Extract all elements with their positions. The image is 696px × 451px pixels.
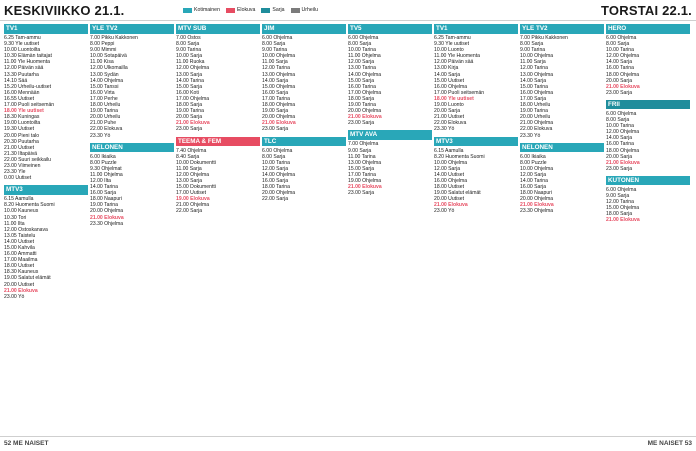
- program-listing: 23.30 Yö: [520, 132, 541, 139]
- program-listing: 17.00 Tarina: [348, 171, 376, 178]
- program-listing: 17.00 Tarina: [262, 95, 290, 102]
- program-listing: 10.00 Ohjelma: [262, 53, 296, 60]
- program-listing: 20.00 Sarja: [606, 153, 633, 160]
- channel-block: [90, 24, 174, 139]
- channel-header: TV1: [434, 24, 518, 34]
- program-listing: 17.00 Uutiset: [176, 190, 207, 197]
- program-listing: 21.00 Elokuva: [348, 114, 382, 121]
- program-listing: 13.00 Sarja: [176, 177, 203, 184]
- channel-header: NELONEN: [90, 143, 174, 153]
- program-listing: 22.00 Elokuva: [520, 126, 553, 133]
- program-listing: 11.00 Sarja: [262, 59, 288, 66]
- program-listing: 8.00 Puzzle: [90, 159, 117, 166]
- program-listing: 18.00 Naapuri: [520, 190, 553, 197]
- program-listing: 6.15 Aamulla: [4, 196, 34, 203]
- program-listing: 17.00 Sarja: [520, 95, 547, 102]
- program-listing: 16.00 Tarina: [606, 141, 634, 148]
- program-listing: 9.00 Tarina: [262, 47, 288, 54]
- program-listing: 19.00 Tarina: [90, 108, 118, 115]
- channel-header: MTV AVA: [348, 130, 432, 140]
- program-listing: 19.30 Uutiset: [4, 126, 35, 133]
- program-listing: 8.00 Sarja: [520, 41, 544, 48]
- program-listing: 10.00 Sarja: [176, 53, 203, 60]
- legend-label: Kotimainen: [194, 7, 220, 13]
- program-listing: 23.00 Yö: [4, 293, 25, 300]
- program-listing: 13.00 Ohjelma: [348, 159, 382, 166]
- channel-header: TEEMA & FEM: [176, 137, 260, 147]
- legend-item: [183, 7, 220, 13]
- program-listing: 13.00 Sydän: [90, 71, 119, 78]
- program-listing: 16.00 Sarja: [520, 184, 547, 191]
- program-listing: 16.00 Ammatti: [4, 251, 37, 258]
- program-listing: 18.00 Sarja: [176, 102, 203, 109]
- program-listing: 18.00 Sarja: [606, 211, 633, 218]
- program-listing: 18.00 Ohjelma: [606, 71, 640, 78]
- channel-block: [262, 24, 346, 133]
- program-listing: 12.00 Sarja: [262, 165, 289, 172]
- program-listing: 12.00 Ostoskanava: [4, 226, 48, 233]
- program-listing: 14.10 Sää: [4, 77, 28, 84]
- program-listing: 9.00 Tarina: [176, 47, 202, 54]
- program-listing: 10.00 Tarina: [348, 47, 376, 54]
- program-listing: 11.00 Sarja: [176, 165, 202, 172]
- program-listing: 8.40 Sarja: [176, 153, 200, 160]
- legend-swatch: [226, 8, 235, 13]
- program-listing: 19.00 Tarina: [348, 102, 376, 109]
- program-listing: 14.00 Sarja: [520, 77, 547, 84]
- program-listing: 11.00 Tarina: [348, 153, 376, 160]
- program-listing: 11.00 Yle Huomenta: [4, 59, 50, 66]
- program-listing: 13.30 Puutarha: [4, 71, 39, 78]
- program-listing: 21.00 Uutiset: [4, 144, 35, 151]
- program-listing: 19.00 Salatut elämät: [4, 275, 51, 282]
- program-listing: 10.30 Tori: [4, 214, 27, 221]
- program-listing: 6.15 Aamulla: [434, 147, 464, 154]
- channel-block: [348, 130, 432, 196]
- channel-block: [90, 143, 174, 227]
- program-listing: 9.00 Mimmi: [90, 47, 117, 54]
- listing-column: [262, 24, 346, 428]
- program-listing: 18.00 Tarina: [262, 184, 290, 191]
- program-listing: 7.00 Ohjelma: [348, 141, 379, 148]
- day-title-right: TORSTAI 22.1.: [601, 3, 692, 18]
- channel-block: [606, 176, 690, 224]
- program-listing: 8.00 Sarja: [176, 41, 200, 48]
- program-listing: 8.00 Puzzle: [520, 159, 547, 166]
- program-listing: 20.00 Sarja: [176, 114, 203, 121]
- legend-label: Urheilu: [301, 7, 318, 13]
- program-listing: 11.00 Ohjelma: [348, 53, 381, 60]
- listing-column: [348, 24, 432, 428]
- program-listing: 16.00 Sarja: [90, 190, 117, 197]
- program-listing: 13.05 Taistelu: [4, 232, 36, 239]
- program-listing: 15.20 Urheilu-uutiset: [4, 83, 52, 90]
- program-listing: 10.00 Tarina: [606, 47, 634, 54]
- legend-swatch: [183, 8, 192, 13]
- program-listing: 19.00 Luontoilta: [4, 120, 41, 127]
- program-listing: 12.00 Ohjelma: [176, 171, 210, 178]
- listing-column: [434, 24, 518, 428]
- program-listing: 14.00 Tarina: [176, 77, 204, 84]
- channel-header: TV5: [348, 24, 432, 34]
- channel-block: [520, 143, 604, 215]
- program-listing: 8.20 Huomenta Suomi: [434, 153, 485, 160]
- program-listing: 18.30 Kauneus: [4, 269, 39, 276]
- program-listing: 6.00 Ohjelma: [348, 35, 379, 41]
- program-listing: 15.00 Ohjelma: [262, 83, 296, 90]
- program-listing: 18.00 Yle uutiset: [434, 95, 474, 102]
- program-listing: 16.00 Virta: [90, 89, 115, 96]
- program-listing: 10.00 Dokumentti: [176, 159, 216, 166]
- program-listing: 21.00 Elokuva: [348, 184, 382, 191]
- program-listing: 19.00 Salatut elämät: [434, 190, 481, 197]
- listing-column: [4, 24, 88, 428]
- program-listing: 19.00 Tarina: [176, 108, 204, 115]
- program-listing: 21.00 Elokuva: [606, 217, 640, 224]
- program-listing: 13.00 Tarina: [348, 65, 376, 72]
- program-listing: 13.00 Sarja: [176, 71, 203, 78]
- program-listing: 20.00 Pieni talo: [4, 132, 40, 139]
- program-listing: 8.00 Sarja: [348, 41, 372, 48]
- program-listing: 12.00 Ulkomailla: [90, 65, 128, 72]
- channel-header: YLE TV2: [90, 24, 174, 34]
- program-listing: 17.00 Ohjelma: [348, 89, 382, 96]
- program-listing: 21.00 Elokuva: [262, 120, 296, 127]
- channel-block: [606, 100, 690, 172]
- program-listing: 20.00 Sarja: [434, 108, 461, 115]
- channel-header: MTV3: [434, 137, 518, 147]
- program-listing: 23.00 Yö: [434, 208, 455, 215]
- program-listing: 21.00 Elokuva: [606, 159, 640, 166]
- program-listing: 19.00 Elokuva: [176, 196, 210, 203]
- program-listing: 14.00 Ohjelma: [262, 171, 296, 178]
- listing-column: [606, 24, 690, 428]
- program-listing: 6.25 Tam-ammu: [4, 35, 41, 41]
- program-listing: 16.00 Ohjelma: [520, 89, 554, 96]
- channel-block: [434, 137, 518, 215]
- program-listing: 20.00 Uutiset: [4, 281, 35, 288]
- program-listing: 12.00 Ohjelma: [606, 129, 640, 136]
- program-listing: 22.00 Elokuva: [434, 120, 467, 127]
- program-listing: 19.00 Tarina: [90, 202, 118, 209]
- program-listing: 23.00 Sarja: [606, 89, 633, 96]
- listing-column: [520, 24, 604, 428]
- program-listing: 9.00 Tarina: [520, 47, 546, 54]
- legend-label: Sarja: [272, 7, 285, 13]
- channel-header: MTV SUB: [176, 24, 260, 34]
- program-listing: 18.00 Uutiset: [434, 184, 465, 191]
- program-listing: 6.00 Ohjelma: [262, 35, 293, 41]
- program-listing: 20.00 Urheilu: [520, 114, 551, 121]
- program-listing: 10.30 Elämän taitajat: [4, 53, 52, 60]
- program-listing: 15.00 Sarja: [348, 165, 375, 172]
- program-listing: 14.00 Tarina: [520, 177, 548, 184]
- program-listing: 20.00 Ohjelma: [348, 108, 382, 115]
- channel-header: YLE TV2: [520, 24, 604, 34]
- program-listing: 14.00 Uutiset: [4, 238, 35, 245]
- legend-swatch: [291, 8, 300, 13]
- channel-header: FRII: [606, 100, 690, 110]
- program-listing: 15.00 Sarja: [176, 83, 203, 90]
- program-listing: 15.00 Dokumentti: [176, 184, 216, 191]
- program-listing: 23.00 Sarja: [176, 126, 203, 133]
- program-listing: 6.00 Ohjelma: [262, 147, 293, 154]
- program-listing: 14.00 Sarja: [606, 135, 633, 142]
- program-listing: 12.00 Päivän sää: [4, 65, 44, 72]
- channel-header: NELONEN: [520, 143, 604, 153]
- program-listing: 18.00 Urheilu: [90, 102, 121, 109]
- program-listing: 12.00 Sarja: [348, 59, 375, 66]
- program-listing: 10.00 Tarina: [606, 123, 634, 130]
- program-listing: 12.00 Ohjelma: [176, 65, 210, 72]
- program-listing: 20.00 Ohjelma: [520, 196, 554, 203]
- legend-label: Elokuva: [236, 7, 256, 13]
- program-listing: 12.00 Sarja: [520, 171, 547, 178]
- program-listing: 15.00 Tarina: [520, 83, 548, 90]
- page-number-left: 52 ME NAISET: [4, 440, 49, 447]
- program-listing: 17.00 Puoli seitsemän: [434, 89, 485, 96]
- program-listing: 15.00 Kahvila: [4, 245, 35, 251]
- program-listing: 18.00 Naapuri: [90, 196, 123, 203]
- program-listing: 21.00 Uutiset: [434, 114, 465, 121]
- program-listing: 19.00 Luonto: [434, 102, 464, 109]
- program-listing: 18.00 Ohjelma: [606, 147, 640, 154]
- program-listing: 9.30 Yle uutiset: [4, 41, 40, 48]
- program-listing: 22.00 Elokuva: [90, 126, 123, 133]
- program-listing: 21.00 Elokuva: [176, 120, 210, 127]
- program-listing: 11.00 Yle Huomenta: [434, 53, 480, 60]
- program-listing: 17.00 Perhe: [90, 95, 118, 102]
- program-listing: 8.00 Sarja: [262, 41, 286, 48]
- program-listing: 14.00 Tarina: [90, 184, 118, 191]
- program-listing: 6.00 Ohjelma: [606, 186, 637, 193]
- program-listing: 23.30 Yle: [4, 169, 26, 176]
- program-listing: 16.00 Ohjelma: [434, 83, 468, 90]
- program-listing: 18.00 Yle uutiset: [4, 108, 44, 115]
- program-listing: 21.00 Puhe: [90, 120, 117, 127]
- program-listing: 21.00 Elokuva: [434, 202, 468, 209]
- program-listing: 14.00 Ohjelma: [90, 77, 124, 84]
- program-listing: 23.00 Sarja: [348, 120, 375, 127]
- program-listing: 12.00 Tarina: [606, 199, 634, 206]
- program-listing: 15.00 Tanssi: [90, 83, 119, 90]
- program-listing: 16.00 Tarina: [606, 65, 634, 72]
- program-listing: 13.00 Kirja: [434, 65, 459, 72]
- program-listing: 6.00 Ohjelma: [606, 35, 637, 41]
- channel-block: [4, 185, 88, 300]
- program-listing: 20.30 Puutarha: [4, 138, 39, 145]
- program-listing: 23.30 Ohjelma: [520, 208, 554, 215]
- channel-header: MTV3: [4, 185, 88, 195]
- program-listing: 23.30 Yö: [434, 126, 455, 133]
- program-listing: 18.00 Sarja: [348, 95, 375, 102]
- channel-block: [262, 137, 346, 203]
- program-listing: 10.00 Ohjelma: [434, 159, 468, 166]
- program-listing: 9.30 Ohjelmat: [90, 165, 122, 172]
- program-listing: 16.00 Mennään: [4, 89, 40, 96]
- program-listing: 21.00 Elokuva: [90, 214, 124, 221]
- channel-block: [176, 137, 260, 215]
- program-listing: 7.00 Ostos: [176, 35, 201, 41]
- program-listing: 15.00 Sarja: [348, 77, 375, 84]
- channel-header: JIM: [262, 24, 346, 34]
- day-title-left: KESKIVIIKKO 21.1.: [4, 3, 125, 18]
- legend-item: [226, 7, 255, 13]
- program-listing: 11.00 Sarja: [520, 59, 546, 66]
- program-listing: 17.00 Maailma: [4, 257, 38, 264]
- program-listing: 6.00 Ikiaika: [520, 153, 546, 160]
- program-listing: 21.00 Elokuva: [606, 83, 640, 90]
- program-listing: 12.00 Tarina: [262, 65, 290, 72]
- program-listing: 12.00 Ohjelma: [606, 53, 640, 60]
- program-listing: 23.30 Yö: [90, 132, 111, 139]
- program-listing: 21.00 Elokuva: [520, 202, 554, 209]
- program-listing: 20.00 Sarja: [606, 77, 633, 84]
- program-listing: 15.00 Uutiset: [434, 77, 465, 84]
- legend-swatch: [261, 8, 270, 13]
- program-listing: 20.00 Uutiset: [434, 196, 465, 203]
- listing-column: [176, 24, 260, 428]
- program-listing: 6.25 Tam-ammu: [434, 35, 471, 41]
- program-listing: 23.00 Sarja: [262, 126, 289, 133]
- program-listing: 10.00 Sotapäivä: [90, 53, 127, 60]
- program-listing: 20.00 Ohjelma: [90, 208, 124, 215]
- program-listing: 21.00 Ohjelma: [520, 120, 554, 127]
- program-listing: 20.00 Ohjelma: [262, 114, 296, 121]
- program-listing: 18.00 Uutiset: [4, 263, 35, 270]
- channel-header: KUTONEN: [606, 176, 690, 186]
- program-listing: 22.00 Sarja: [176, 208, 203, 215]
- program-listing: 10.00 Tarina: [262, 159, 290, 166]
- program-listing: 20.00 Urheilu: [90, 114, 121, 121]
- program-listing: 23.00 Sarja: [348, 190, 375, 197]
- channel-block: [176, 24, 260, 133]
- program-listing: 14.00 Sarja: [434, 71, 461, 78]
- program-listing: 13.00 Ohjelma: [520, 71, 554, 78]
- program-listing: 9.00 Sarja: [348, 147, 372, 154]
- channel-header: HERO: [606, 24, 690, 34]
- program-listing: 11.00 Ruoka: [176, 59, 205, 66]
- program-listing: 11.00 Kisa: [90, 59, 114, 66]
- program-listing: 11.00 Ilta: [4, 220, 25, 227]
- program-listing: 7.00 Pikku Kakkonen: [90, 35, 138, 41]
- program-listing: 12.00 Ilta: [90, 177, 111, 184]
- page-header: [0, 0, 696, 21]
- program-listing: 12.00 Sarja: [434, 165, 461, 172]
- program-listing: 12.00 Tarina: [520, 65, 548, 72]
- program-listing: 22.00 Sarja: [262, 196, 289, 203]
- program-listing: 17.00 Ohjelma: [176, 95, 210, 102]
- program-listing: 7.00 Pikku Kakkonen: [520, 35, 568, 41]
- program-listing: 21.30 Iltapäivä: [4, 150, 38, 157]
- channel-block: [348, 24, 432, 126]
- program-listing: 14.00 Sarja: [606, 59, 633, 66]
- program-listing: 23.30 Ohjelma: [90, 220, 124, 227]
- program-listing: 19.00 Tarina: [520, 108, 548, 115]
- program-listing: 6.00 Ohjelma: [606, 110, 637, 117]
- program-listing: 22.00 Suuri seikkailu: [4, 156, 52, 163]
- channel-block: [434, 24, 518, 133]
- program-listing: 16.00 Sarja: [262, 177, 289, 184]
- channel-header: TLC: [262, 137, 346, 147]
- program-listing: 10.00 Kauneus: [4, 208, 39, 215]
- channel-header: TV1: [4, 24, 88, 34]
- channel-block: [606, 24, 690, 96]
- program-listing: 23.00 Sarja: [606, 165, 633, 172]
- page-number-right: ME NAISET 53: [647, 440, 692, 447]
- program-listing: 20.00 Ohjelma: [262, 190, 296, 197]
- legend-item: [291, 7, 318, 13]
- program-listing: 18.00 Urheilu: [520, 102, 551, 109]
- program-listing: 14.00 Ohjelma: [348, 71, 382, 78]
- program-listing: 19.00 Sarja: [262, 108, 289, 115]
- program-listing: 14.00 Uutiset: [434, 171, 465, 178]
- program-listing: 15.00 Ohjelma: [606, 205, 640, 212]
- legend: [183, 5, 318, 15]
- program-listing: 8.00 Sarja: [606, 41, 630, 48]
- program-listing: 16.00 Sarja: [262, 89, 289, 96]
- program-listing: 10.00 Luonto: [434, 47, 464, 54]
- program-listing: 16.00 Koti: [176, 89, 199, 96]
- program-listing: 10.00 Ohjelma: [520, 165, 554, 172]
- program-listing: 18.30 Kuningas: [4, 114, 40, 121]
- page-footer: [0, 436, 696, 451]
- program-listing: 21.00 Elokuva: [4, 287, 38, 294]
- channel-block: [4, 24, 88, 181]
- program-listing: 19.00 Ohjelma: [348, 177, 382, 184]
- program-listing: 8.20 Huomenta Suomi: [4, 202, 55, 209]
- legend-item: [261, 7, 284, 13]
- program-listing: 12.00 Päivän sää: [434, 59, 474, 66]
- program-listing: 8.00 Sarja: [262, 153, 286, 160]
- program-listing: 14.00 Sarja: [262, 77, 289, 84]
- program-listing: 9.30 Yle uutiset: [434, 41, 470, 48]
- program-listing: 0.00 Uutiset: [4, 175, 32, 182]
- program-listing: 10.00 Luontoilta: [4, 47, 41, 54]
- program-listing: 10.00 Ohjelma: [520, 53, 554, 60]
- program-listing: 16.55 Uutiset: [4, 95, 35, 102]
- program-listing: 8.00 Peppi: [90, 41, 115, 48]
- program-listing: 18.00 Ohjelma: [262, 102, 296, 109]
- program-listing: 6.00 Ikiaika: [90, 153, 116, 160]
- listing-columns: [4, 24, 692, 428]
- program-listing: 11.00 Ohjelma: [90, 171, 123, 178]
- program-listing: 9.00 Sarja: [606, 192, 630, 199]
- program-listing: 16.00 Ohjelma: [434, 177, 468, 184]
- program-listing: 13.00 Ohjelma: [262, 71, 296, 78]
- listing-column: [90, 24, 174, 428]
- channel-block: [520, 24, 604, 139]
- program-listing: 21.00 Ohjelma: [176, 202, 210, 209]
- program-listing: 8.00 Sarja: [606, 117, 630, 124]
- program-listing: 17.00 Puoli seitsemän: [4, 102, 55, 109]
- program-listing: 7.40 Ohjelma: [176, 147, 207, 154]
- program-listing: 16.00 Tarina: [348, 83, 376, 90]
- program-listing: 23.00 Viimeinen: [4, 162, 41, 169]
